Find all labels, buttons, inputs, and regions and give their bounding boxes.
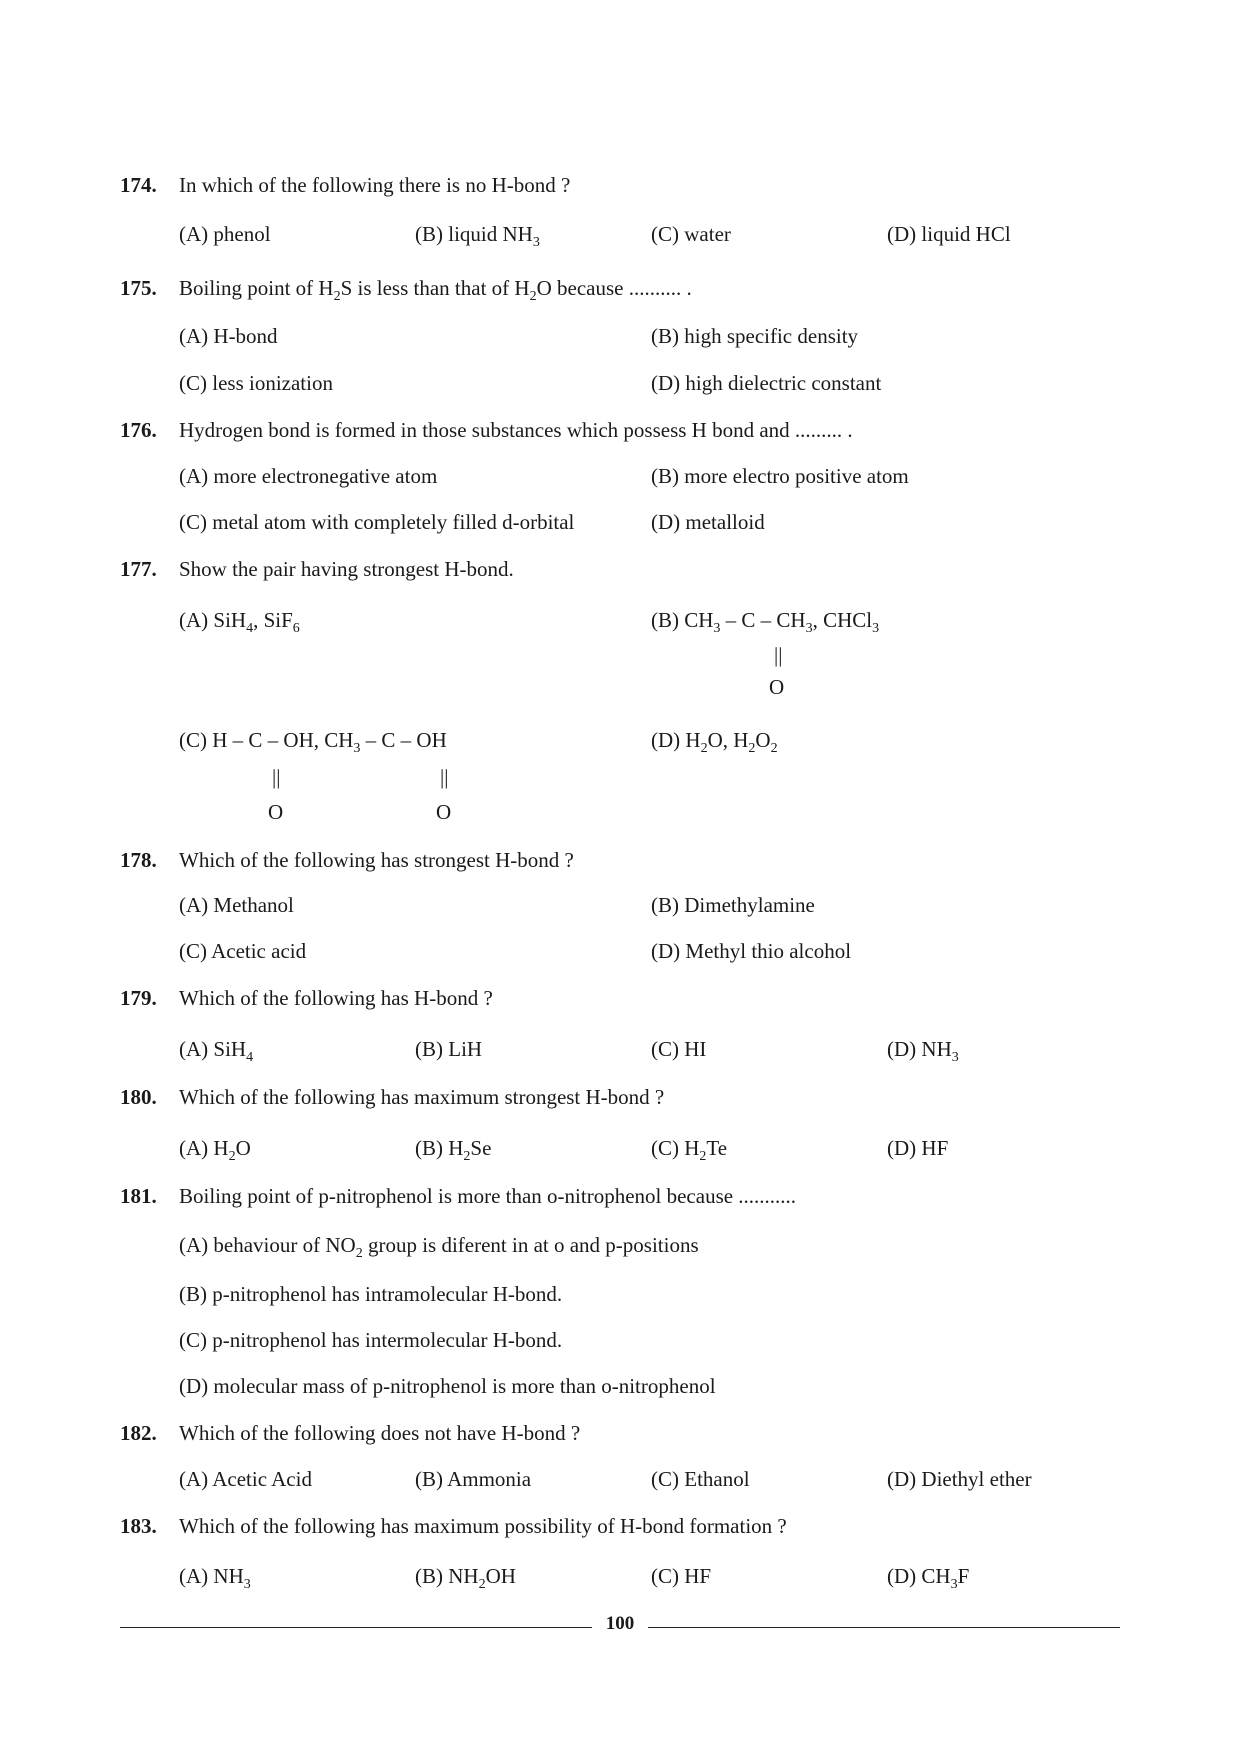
question-178: [120, 848, 574, 873]
question-text: Which of the following has maximum strongest H-bond ?: [179, 1085, 665, 1109]
option-a[interactable]: (A) behaviour of $NO_2$ group is diferent in at o and p-positions: [179, 1233, 699, 1261]
question-text: Which of the following does not have H-bond ?: [179, 1421, 581, 1445]
question-177: [120, 557, 514, 582]
option-b[interactable]: (B) Dimethylamine: [651, 893, 815, 917]
page-number: 100: [605, 1613, 635, 1634]
option-d[interactable]: (D) $CH_3F$: [887, 1564, 970, 1592]
question-180: [120, 1085, 664, 1110]
oxygen-label: O: [268, 800, 284, 824]
question-174: [120, 173, 570, 198]
option-c[interactable]: (C) $H_2Te$: [651, 1136, 728, 1164]
question-179: [120, 986, 493, 1011]
question-175: 175. Boiling point of $H_2S$ is less than that of $H_2O$ because .......... .: [120, 276, 692, 304]
option-a[interactable]: (A) Acetic Acid: [179, 1467, 312, 1491]
double-bond: ||: [774, 643, 783, 667]
option-d[interactable]: (D) $NH_3$: [887, 1037, 959, 1065]
option-d[interactable]: (D) Diethyl ether: [887, 1467, 1032, 1491]
option-d[interactable]: (D) HF: [887, 1136, 949, 1160]
question-text: Which of the following has strongest H-bond ?: [179, 848, 574, 872]
option-a[interactable]: (A) $H_2O$: [179, 1136, 251, 1164]
question-text: In which of the following there is no H-bond ?: [179, 173, 571, 197]
option-b[interactable]: (B) $CH_3$ – C – $CH_3$, CHCl$_3$: [651, 608, 880, 636]
option-d[interactable]: (D) Methyl thio alcohol: [651, 939, 852, 963]
option-b[interactable]: (B) $H_2Se$: [415, 1136, 492, 1164]
question-183: [120, 1514, 787, 1539]
option-a[interactable]: (A) SiH$_4$, SiF$_6$: [179, 608, 300, 636]
option-b[interactable]: (B) more electro positive atom: [651, 464, 909, 488]
option-c[interactable]: (C) H – C – OH, $CH_3$ – C – OH: [179, 728, 447, 756]
option-d[interactable]: (D) liquid HCl: [887, 222, 1011, 246]
question-text: Hydrogen bond is formed in those substances which possess H bond and ......... .: [179, 418, 853, 442]
question-number: 178.: [120, 848, 157, 872]
question-182: [120, 1421, 580, 1446]
question-number: 175.: [120, 276, 157, 300]
option-b[interactable]: (B) LiH: [415, 1037, 483, 1061]
question-text: Which of the following has maximum possibility of H-bond formation ?: [179, 1514, 787, 1538]
option-a[interactable]: (A) Methanol: [179, 893, 294, 917]
option-c[interactable]: (C) HF: [651, 1564, 712, 1588]
option-c[interactable]: (C) less ionization: [179, 371, 333, 395]
option-b[interactable]: (B) p-nitrophenol has intramolecular H-bond.: [179, 1282, 563, 1306]
oxygen-label: O: [769, 675, 785, 699]
question-number: 183.: [120, 1514, 157, 1538]
option-c[interactable]: (C) metal atom with completely filled d-orbital: [179, 510, 575, 534]
option-c[interactable]: (C) water: [651, 222, 731, 246]
question-number: 176.: [120, 418, 157, 442]
option-b[interactable]: (B) high specific density: [651, 324, 859, 348]
question-number: 180.: [120, 1085, 157, 1109]
question-181: [120, 1184, 796, 1209]
question-number: 174.: [120, 173, 157, 197]
option-d[interactable]: (D) molecular mass of p-nitrophenol is more than o-nitrophenol: [179, 1374, 716, 1398]
question-number: 179.: [120, 986, 157, 1010]
option-d[interactable]: (D) high dielectric constant: [651, 371, 882, 395]
question-text: Which of the following has H-bond ?: [179, 986, 493, 1010]
option-c[interactable]: (C) p-nitrophenol has intermolecular H-bond.: [179, 1328, 563, 1352]
option-a[interactable]: (A) H-bond: [179, 324, 278, 348]
option-a[interactable]: (A) phenol: [179, 222, 271, 246]
question-text: Boiling point of p-nitrophenol is more than o-nitrophenol because ...........: [179, 1184, 797, 1208]
question-text: Show the pair having strongest H-bond.: [179, 557, 514, 581]
option-c[interactable]: (C) Acetic acid: [179, 939, 307, 963]
option-a[interactable]: (A) $NH_3$: [179, 1564, 251, 1592]
double-bond: ||: [440, 765, 449, 789]
question-number: 177.: [120, 557, 157, 581]
question-number: 182.: [120, 1421, 157, 1445]
option-b[interactable]: (B) Ammonia: [415, 1467, 532, 1491]
option-d[interactable]: (D) $H_2O$, $H_2O_2$: [651, 728, 778, 756]
double-bond: ||: [272, 765, 281, 789]
option-d[interactable]: (D) metalloid: [651, 510, 765, 534]
option-a[interactable]: (A) more electronegative atom: [179, 464, 438, 488]
question-176: [120, 418, 853, 443]
option-a[interactable]: (A) SiH$_4$: [179, 1037, 254, 1065]
question-number: 181.: [120, 1184, 157, 1208]
option-c[interactable]: (C) Ethanol: [651, 1467, 750, 1491]
option-b[interactable]: (B) $NH_2OH$: [415, 1564, 516, 1592]
oxygen-label: O: [436, 800, 452, 824]
footer-rule-right: [648, 1627, 1120, 1628]
option-c[interactable]: (C) HI: [651, 1037, 707, 1061]
option-b[interactable]: (B) liquid $NH_3$: [415, 222, 540, 250]
footer-rule-left: [120, 1627, 592, 1628]
